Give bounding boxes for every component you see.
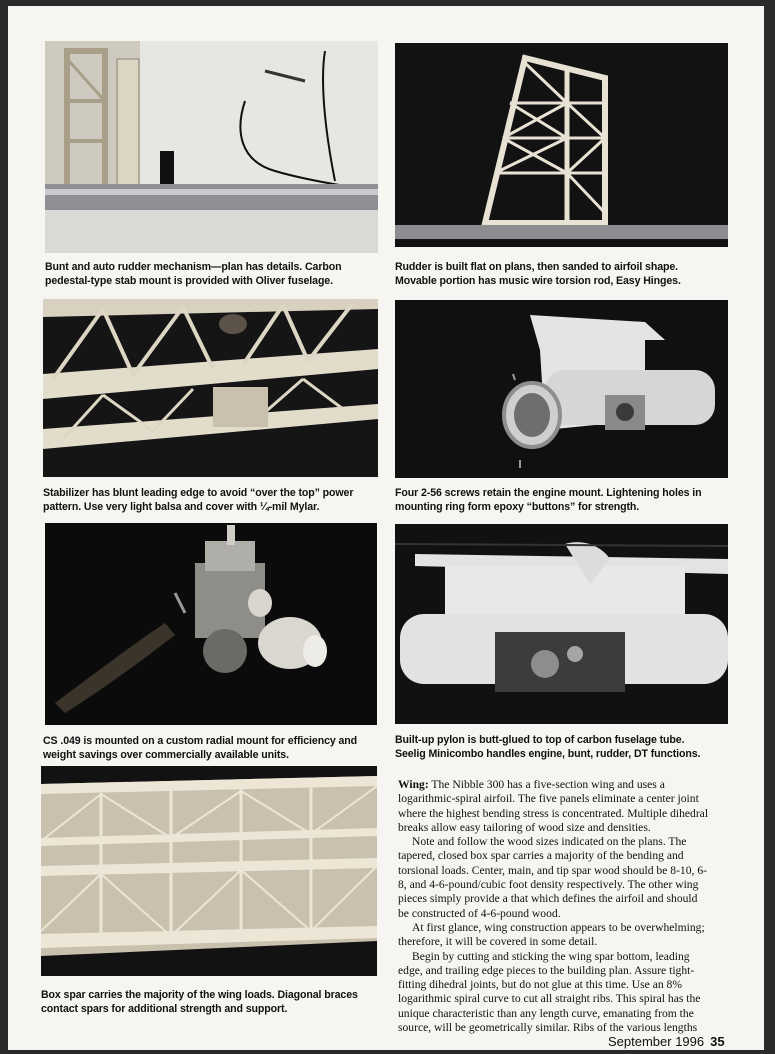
magazine-page bbox=[8, 6, 764, 1050]
text-line: Begin by cutting and sticking the wing spar bottom, leading bbox=[412, 949, 690, 963]
text-line: unique characteristic than any length curve, emanating from the bbox=[398, 1006, 694, 1020]
caption-line: Box spar carries the majority of the wing loads. Diagonal braces bbox=[41, 989, 358, 1001]
caption-line: Seelig Minicombo handles engine, bunt, rudder, DT functions. bbox=[395, 748, 701, 760]
caption-line: weight savings over commercially available units. bbox=[43, 749, 289, 761]
caption-line: pedestal-type stab mount is provided with Oliver fuselage. bbox=[45, 275, 333, 287]
text-line: The Nibble 300 has a five-section wing and uses a bbox=[431, 778, 665, 791]
caption-line: CS .049 is mounted on a custom radial mount for efficiency and bbox=[43, 735, 358, 747]
text-line: pieces simply provide a that which defines the airfoil and should bbox=[398, 892, 698, 906]
caption-line: Four 2-56 screws retain the engine mount. Lightening holes in bbox=[395, 487, 702, 499]
text-line: source, will be geometrically similar. Ribs of the various lengths bbox=[398, 1021, 698, 1035]
photo-engine-mount bbox=[395, 300, 728, 478]
caption-pylon bbox=[395, 733, 700, 761]
caption-engine-mount bbox=[395, 486, 701, 514]
page-footer bbox=[608, 1034, 725, 1049]
article-body bbox=[398, 778, 738, 1035]
caption-line: Bunt and auto rudder mechanism—plan has details. Carbon bbox=[45, 261, 342, 273]
text-line: breaks allow easy tailoring of wood size and densities. bbox=[398, 820, 651, 834]
caption-stabilizer bbox=[43, 486, 353, 514]
caption-line: mounting ring form epoxy “buttons” for strength. bbox=[395, 501, 640, 513]
text-line: 8, and 4-6-pound/cubic foot density respectively. The other wing bbox=[398, 878, 699, 892]
text-line: be constructed of 4-6-pound wood. bbox=[398, 906, 561, 920]
text-line: logarithmic spiral curve to cut all straight ribs. This spiral has the bbox=[398, 992, 701, 1006]
issue-date: September 1996 bbox=[608, 1034, 705, 1049]
text-line: fitting dihedral joints, but do not glue at this time. Use an 8% bbox=[398, 978, 683, 992]
caption-line: Built-up pylon is butt-glued to top of carbon fuselage tube. bbox=[395, 734, 685, 746]
photo-box-spar bbox=[41, 766, 377, 976]
text-line: where the highest bending stress is concentrated. Multiple dihedral bbox=[398, 806, 709, 820]
caption-line: Rudder is built flat on plans, then sanded to airfoil shape. bbox=[395, 261, 679, 273]
page-number: 35 bbox=[710, 1034, 725, 1049]
text-line: edge, and trailing edge pieces to the building plan. Assure tight- bbox=[398, 963, 695, 977]
section-heading: Wing: bbox=[398, 778, 429, 791]
photo-engine bbox=[45, 523, 377, 725]
caption-line: contact spars for additional strength and support. bbox=[41, 1003, 288, 1015]
caption-rudder-mechanism bbox=[45, 260, 341, 288]
caption-engine bbox=[43, 734, 357, 762]
photo-rudder-mechanism bbox=[45, 41, 378, 253]
paragraph-begin bbox=[398, 950, 738, 1036]
paragraph-first-glance bbox=[398, 921, 738, 950]
paragraph-wing-intro bbox=[398, 778, 738, 835]
paragraph-wood-sizes bbox=[398, 835, 738, 921]
text-line: At first glance, wing construction appears to be overwhelming; bbox=[412, 920, 705, 934]
text-line: torsional loads. Center, main, and tip spar wood should be 8-10, 6- bbox=[398, 863, 707, 877]
caption-box-spar bbox=[41, 988, 358, 1016]
text-line: logarithmic-spiral airfoil. The five panels eliminate a center joint bbox=[398, 792, 699, 806]
text-line: therefore, it will be covered in some detail. bbox=[398, 935, 598, 949]
caption-rudder bbox=[395, 260, 681, 288]
photo-pylon bbox=[395, 524, 728, 724]
text-line: Note and follow the wood sizes indicated on the plans. The bbox=[412, 835, 687, 849]
caption-line: pattern. Use very light balsa and cover with ¼-mil Mylar. bbox=[43, 501, 320, 513]
caption-line: Movable portion has music wire torsion rod, Easy Hinges. bbox=[395, 275, 681, 287]
photo-rudder bbox=[395, 43, 728, 247]
caption-line: Stabilizer has blunt leading edge to avoid “over the top” power bbox=[43, 487, 354, 499]
text-line: tapered, closed box spar carries a majority of the bending and bbox=[398, 849, 684, 863]
photo-stabilizer bbox=[43, 299, 378, 477]
